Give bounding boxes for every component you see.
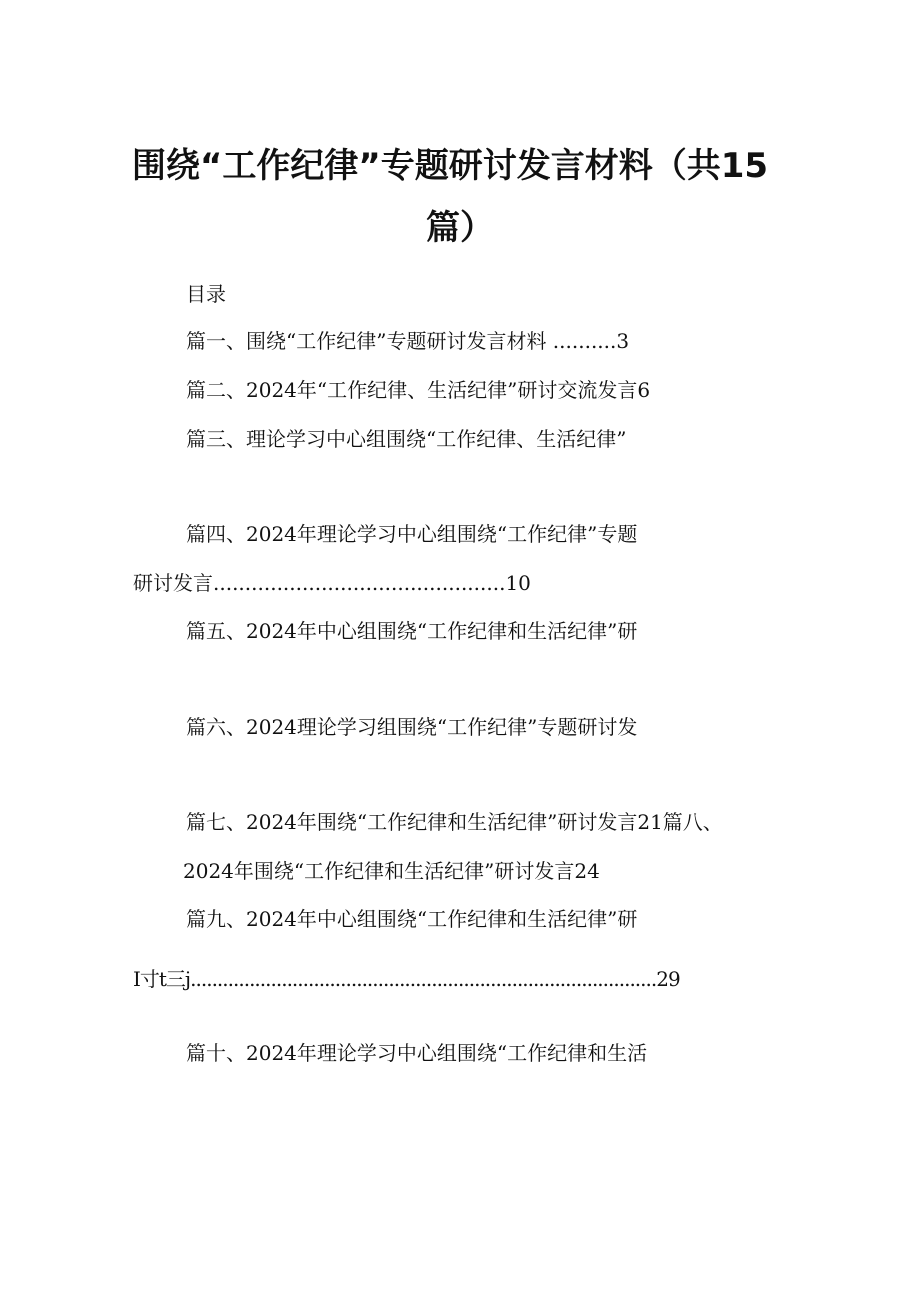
toc-entry-4: 篇四、2024年理论学习中心组围绕“工作纪律”专题 <box>186 522 638 546</box>
document-title-line-2: 篇） <box>426 208 494 248</box>
toc-heading: 目录 <box>186 282 226 306</box>
toc-entry-3: 篇三、理论学习中心组围绕“工作纪律、生活纪律” <box>186 427 627 451</box>
toc-entry-10: 篇十、2024年理论学习中心组围绕“工作纪律和生活 <box>186 1041 648 1065</box>
toc-entry-7-and-8: 篇七、2024年围绕“工作纪律和生活纪律”研讨发言21篇八、 <box>186 810 723 834</box>
toc-entry-2: 篇二、2024年“工作纪律、生活纪律”研讨交流发言6 <box>186 378 651 402</box>
toc-entry-4-continued: 研讨发言..............................................10 <box>133 571 531 595</box>
toc-entry-9: 篇九、2024年中心组围绕“工作纪律和生活纪律”研 <box>186 907 638 931</box>
toc-entry-5: 篇五、2024年中心组围绕“工作纪律和生活纪律”研 <box>186 619 638 643</box>
toc-entry-1: 篇一、围绕“工作纪律”专题研讨发言材料 ..........3 <box>186 329 630 353</box>
toc-entry-9-continued: I寸t三j.......................................................................................29 <box>133 967 680 991</box>
document-title-line-1: 围绕“工作纪律”专题研讨发言材料（共15 <box>132 146 769 186</box>
toc-entry-6: 篇六、2024理论学习组围绕“工作纪律”专题研讨发 <box>186 715 638 739</box>
toc-entry-8-continued: 2024年围绕“工作纪律和生活纪律”研讨发言24 <box>183 859 600 883</box>
